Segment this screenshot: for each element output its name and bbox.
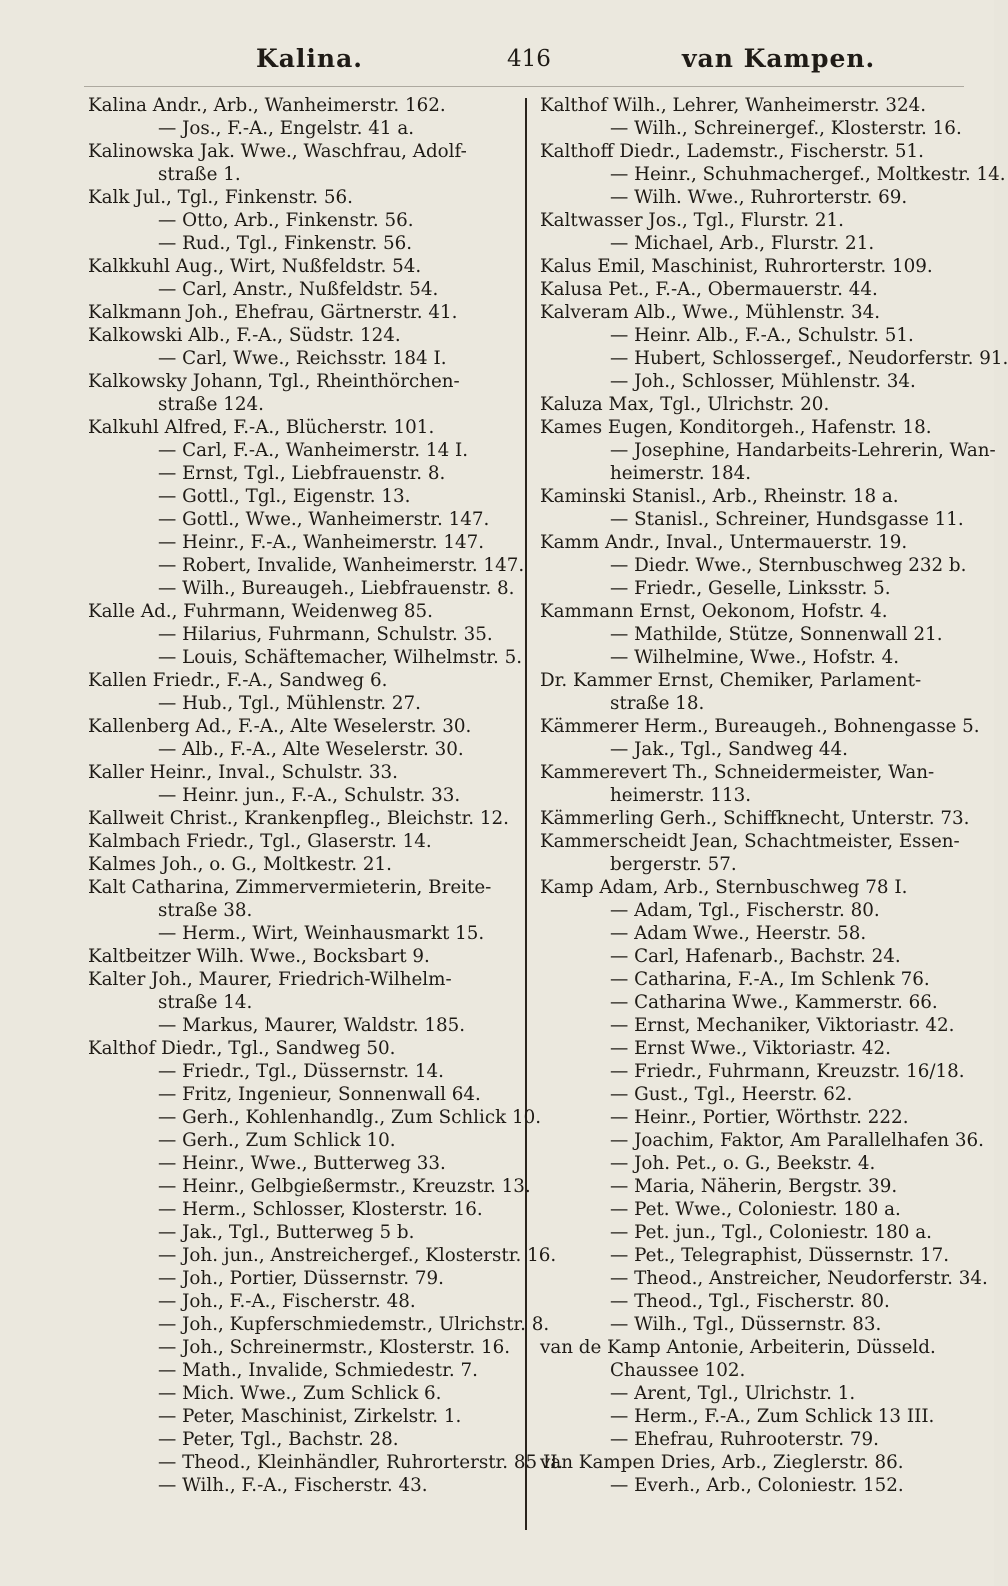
sub-entry: — Carl, Anstr., Nußfeldstr. 54. — [158, 279, 439, 300]
sub-entry: — Rud., Tgl., Finkenstr. 56. — [158, 233, 413, 254]
sub-entry: — Joh. jun., Anstreichergef., Klosterstr. 16. — [158, 1245, 557, 1266]
directory-entry: Kämmerer Herm., Bureaugeh., Bohnengasse 5. — [540, 716, 980, 737]
sub-entry: — Peter, Tgl., Bachstr. 28. — [158, 1429, 399, 1450]
header-rule — [84, 86, 964, 87]
sub-entry: — Heinr., Wwe., Butterweg 33. — [158, 1153, 446, 1174]
sub-entry: — Maria, Näherin, Bergstr. 39. — [610, 1176, 898, 1197]
sub-entry: — Robert, Invalide, Wanheimerstr. 147. — [158, 555, 525, 576]
sub-entry: — Heinr., Gelbgießermstr., Kreuzstr. 13. — [158, 1176, 531, 1197]
sub-entry: — Herm., Schlosser, Klosterstr. 16. — [158, 1199, 483, 1220]
sub-entry: — Gottl., Wwe., Wanheimerstr. 147. — [158, 509, 490, 530]
directory-entry: Kalus Emil, Maschinist, Ruhrorterstr. 109. — [540, 256, 933, 277]
directory-entry: Kalveram Alb., Wwe., Mühlenstr. 34. — [540, 302, 881, 323]
directory-entry: Kalt Catharina, Zimmervermieterin, Breite- — [88, 877, 492, 898]
directory-entry: Kames Eugen, Konditorgeh., Hafenstr. 18. — [540, 417, 932, 438]
entry-continuation: straße 14. — [158, 992, 253, 1013]
directory-entry: Kamm Andr., Inval., Untermauerstr. 19. — [540, 532, 908, 553]
sub-entry: — Fritz, Ingenieur, Sonnenwall 64. — [158, 1084, 481, 1105]
sub-entry: — Gerh., Zum Schlick 10. — [158, 1130, 396, 1151]
directory-entry: Kalmes Joh., o. G., Moltkestr. 21. — [88, 854, 392, 875]
directory-entry: Kalinowska Jak. Wwe., Waschfrau, Adolf- — [88, 141, 467, 162]
directory-entry: Kaller Heinr., Inval., Schulstr. 33. — [88, 762, 398, 783]
header-left-catchword: Kalina. — [256, 44, 363, 73]
sub-entry: — Ernst Wwe., Viktoriastr. 42. — [610, 1038, 891, 1059]
directory-entry: Kalmbach Friedr., Tgl., Glaserstr. 14. — [88, 831, 432, 852]
entry-continuation: straße 38. — [158, 900, 253, 921]
page-header — [0, 44, 994, 84]
sub-entry: — Heinr., Portier, Wörthstr. 222. — [610, 1107, 909, 1128]
directory-entry: Kamp Adam, Arb., Sternbuschweg 78 I. — [540, 877, 908, 898]
directory-entry: Kalkuhl Alfred, F.-A., Blücherstr. 101. — [88, 417, 435, 438]
directory-entry: Kaminski Stanisl., Arb., Rheinstr. 18 a. — [540, 486, 899, 507]
directory-entry: Kalkkuhl Aug., Wirt, Nußfeldstr. 54. — [88, 256, 422, 277]
directory-entry: Kaltwasser Jos., Tgl., Flurstr. 21. — [540, 210, 844, 231]
directory-entry: Kallenberg Ad., F.-A., Alte Weselerstr. 30. — [88, 716, 472, 737]
sub-entry: — Ernst, Mechaniker, Viktoriastr. 42. — [610, 1015, 955, 1036]
directory-entry: Kalkmann Joh., Ehefrau, Gärtnerstr. 41. — [88, 302, 458, 323]
directory-entry: Kalina Andr., Arb., Wanheimerstr. 162. — [88, 95, 446, 116]
sub-entry: — Louis, Schäftemacher, Wilhelmstr. 5. — [158, 647, 523, 668]
sub-entry: — Jak., Tgl., Butterweg 5 b. — [158, 1222, 415, 1243]
sub-entry: — Wilh. Wwe., Ruhrorterstr. 69. — [610, 187, 908, 208]
sub-entry: — Joh., F.-A., Fischerstr. 48. — [158, 1291, 416, 1312]
sub-entry: — Friedr., Fuhrmann, Kreuzstr. 16/18. — [610, 1061, 965, 1082]
sub-entry: — Everh., Arb., Coloniestr. 152. — [610, 1475, 904, 1496]
entry-continuation: heimerstr. 113. — [610, 785, 752, 806]
right-column — [540, 94, 1008, 1497]
sub-entry: — Herm., F.-A., Zum Schlick 13 III. — [610, 1406, 935, 1427]
sub-entry: — Wilh., F.-A., Fischerstr. 43. — [158, 1475, 428, 1496]
header-right-catchword: van Kampen. — [682, 44, 876, 73]
sub-entry: — Jos., F.-A., Engelstr. 41 a. — [158, 118, 415, 139]
sub-entry: — Joh., Schreinermstr., Klosterstr. 16. — [158, 1337, 511, 1358]
sub-entry: — Hubert, Schlossergef., Neudorferstr. 91. — [610, 348, 1008, 369]
sub-entry: — Jak., Tgl., Sandweg 44. — [610, 739, 848, 760]
directory-entry: Kalkowski Alb., F.-A., Südstr. 124. — [88, 325, 401, 346]
sub-entry: — Wilh., Schreinergef., Klosterstr. 16. — [610, 118, 962, 139]
sub-entry: — Heinr. jun., F.-A., Schulstr. 33. — [158, 785, 461, 806]
sub-entry: — Ernst, Tgl., Liebfrauenstr. 8. — [158, 463, 446, 484]
left-column — [88, 94, 564, 1497]
sub-entry: — Carl, Wwe., Reichsstr. 184 I. — [158, 348, 447, 369]
directory-entry: Kallen Friedr., F.-A., Sandweg 6. — [88, 670, 388, 691]
page-number: 416 — [507, 46, 551, 72]
sub-entry: — Wilhelmine, Wwe., Hofstr. 4. — [610, 647, 900, 668]
sub-entry: — Hub., Tgl., Mühlenstr. 27. — [158, 693, 421, 714]
directory-entry: Dr. Kammer Ernst, Chemiker, Parlament- — [540, 670, 922, 691]
sub-entry: — Catharina Wwe., Kammerstr. 66. — [610, 992, 938, 1013]
sub-entry: — Friedr., Tgl., Düssernstr. 14. — [158, 1061, 444, 1082]
sub-entry: — Carl, F.-A., Wanheimerstr. 14 I. — [158, 440, 469, 461]
sub-entry: — Adam Wwe., Heerstr. 58. — [610, 923, 867, 944]
directory-entry: Kämmerling Gerh., Schiffknecht, Unterstr. 73. — [540, 808, 970, 829]
sub-entry: — Joh., Portier, Düssernstr. 79. — [158, 1268, 444, 1289]
entry-continuation: straße 1. — [158, 164, 241, 185]
directory-entry: Kalk Jul., Tgl., Finkenstr. 56. — [88, 187, 353, 208]
entry-continuation: straße 124. — [158, 394, 264, 415]
sub-entry: — Wilh., Bureaugeh., Liebfrauenstr. 8. — [158, 578, 515, 599]
directory-entry: van Kampen Dries, Arb., Zieglerstr. 86. — [540, 1452, 904, 1473]
entry-continuation: straße 18. — [610, 693, 705, 714]
sub-entry: — Alb., F.-A., Alte Weselerstr. 30. — [158, 739, 464, 760]
directory-entry: Kalle Ad., Fuhrmann, Weidenweg 85. — [88, 601, 433, 622]
entry-continuation: bergerstr. 57. — [610, 854, 737, 875]
sub-entry: — Heinr., Schuhmachergef., Moltkestr. 14. — [610, 164, 1006, 185]
sub-entry: — Gust., Tgl., Heerstr. 62. — [610, 1084, 853, 1105]
sub-entry: — Pet. Wwe., Coloniestr. 180 a. — [610, 1199, 901, 1220]
directory-entry: Kallweit Christ., Krankenpfleg., Bleichstr. 12. — [88, 808, 509, 829]
sub-entry: — Herm., Wirt, Weinhausmarkt 15. — [158, 923, 485, 944]
sub-entry: — Joh., Schlosser, Mühlenstr. 34. — [610, 371, 916, 392]
sub-entry: — Arent, Tgl., Ulrichstr. 1. — [610, 1383, 856, 1404]
sub-entry: — Mich. Wwe., Zum Schlick 6. — [158, 1383, 442, 1404]
sub-entry: — Otto, Arb., Finkenstr. 56. — [158, 210, 414, 231]
directory-entry: Kammerevert Th., Schneidermeister, Wan- — [540, 762, 935, 783]
sub-entry: — Gerh., Kohlenhandlg., Zum Schlick 10. — [158, 1107, 542, 1128]
sub-entry: — Theod., Anstreicher, Neudorferstr. 34. — [610, 1268, 988, 1289]
sub-entry: — Wilh., Tgl., Düssernstr. 83. — [610, 1314, 882, 1335]
sub-entry: — Gottl., Tgl., Eigenstr. 13. — [158, 486, 411, 507]
sub-entry: — Peter, Maschinist, Zirkelstr. 1. — [158, 1406, 462, 1427]
sub-entry: — Theod., Kleinhändler, Ruhrorterstr. 85 II. — [158, 1452, 564, 1473]
sub-entry: — Math., Invalide, Schmiedestr. 7. — [158, 1360, 478, 1381]
directory-entry: Kalthof Wilh., Lehrer, Wanheimerstr. 324. — [540, 95, 927, 116]
sub-entry: — Adam, Tgl., Fischerstr. 80. — [610, 900, 880, 921]
sub-entry: — Pet. jun., Tgl., Coloniestr. 180 a. — [610, 1222, 932, 1243]
sub-entry: — Ehefrau, Ruhrooterstr. 79. — [610, 1429, 879, 1450]
directory-entry: Kammerscheidt Jean, Schachtmeister, Essen- — [540, 831, 960, 852]
directory-entry: Kalthof Diedr., Tgl., Sandweg 50. — [88, 1038, 396, 1059]
directory-entry: Kalthoff Diedr., Lademstr., Fischerstr. 51. — [540, 141, 924, 162]
sub-entry: — Josephine, Handarbeits-Lehrerin, Wan- — [610, 440, 996, 461]
directory-entry: Kalter Joh., Maurer, Friedrich-Wilhelm- — [88, 969, 452, 990]
sub-entry: — Mathilde, Stütze, Sonnenwall 21. — [610, 624, 943, 645]
directory-entry: Kalkowsky Johann, Tgl., Rheinthörchen- — [88, 371, 460, 392]
directory-entry: van de Kamp Antonie, Arbeiterin, Düsseld. — [540, 1337, 936, 1358]
sub-entry: — Theod., Tgl., Fischerstr. 80. — [610, 1291, 890, 1312]
directory-entry: Kammann Ernst, Oekonom, Hofstr. 4. — [540, 601, 888, 622]
sub-entry: — Carl, Hafenarb., Bachstr. 24. — [610, 946, 901, 967]
sub-entry: — Stanisl., Schreiner, Hundsgasse 11. — [610, 509, 964, 530]
sub-entry: — Catharina, F.-A., Im Schlenk 76. — [610, 969, 930, 990]
sub-entry: — Diedr. Wwe., Sternbuschweg 232 b. — [610, 555, 967, 576]
directory-entry: Kalusa Pet., F.-A., Obermauerstr. 44. — [540, 279, 878, 300]
sub-entry: — Friedr., Geselle, Linksstr. 5. — [610, 578, 891, 599]
entry-continuation: heimerstr. 184. — [610, 463, 752, 484]
sub-entry: — Joh. Pet., o. G., Beekstr. 4. — [610, 1153, 876, 1174]
sub-entry: — Joachim, Faktor, Am Parallelhafen 36. — [610, 1130, 984, 1151]
sub-entry: — Heinr. Alb., F.-A., Schulstr. 51. — [610, 325, 914, 346]
sub-entry: — Heinr., F.-A., Wanheimerstr. 147. — [158, 532, 485, 553]
directory-entry: Kaluza Max, Tgl., Ulrichstr. 20. — [540, 394, 830, 415]
sub-entry: — Michael, Arb., Flurstr. 21. — [610, 233, 875, 254]
sub-entry: — Pet., Telegraphist, Düssernstr. 17. — [610, 1245, 950, 1266]
entry-continuation: Chaussee 102. — [610, 1360, 746, 1381]
sub-entry: — Hilarius, Fuhrmann, Schulstr. 35. — [158, 624, 493, 645]
sub-entry: — Markus, Maurer, Waldstr. 185. — [158, 1015, 466, 1036]
directory-entry: Kaltbeitzer Wilh. Wwe., Bocksbart 9. — [88, 946, 430, 967]
sub-entry: — Joh., Kupferschmiedemstr., Ulrichstr. 8. — [158, 1314, 550, 1335]
